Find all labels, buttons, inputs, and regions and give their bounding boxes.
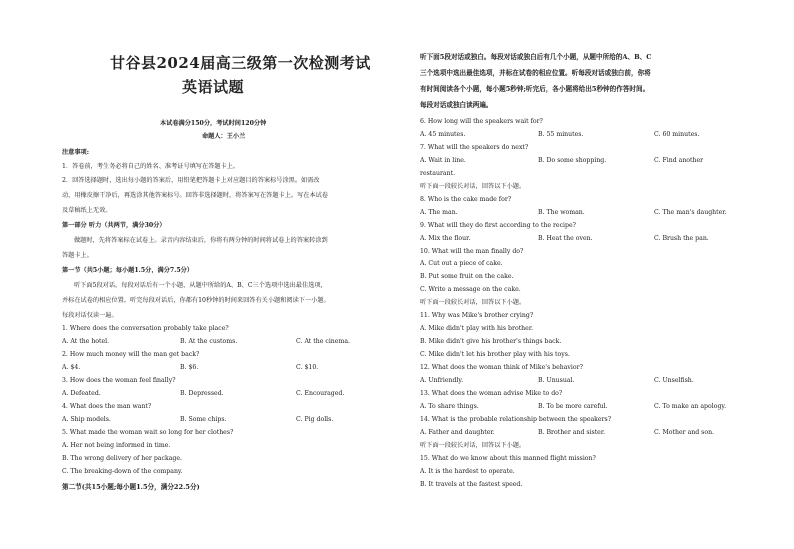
- option-c[interactable]: C. Mother and son.: [654, 428, 715, 436]
- note-line: 及草稿纸上无效。: [62, 207, 112, 214]
- section2-intro-line: 有时间阅读各个小题，每小题5秒钟;听完后，各小题将给出5秒钟的作答时间。: [420, 85, 650, 93]
- option-c[interactable]: C. Write a message on the cake.: [420, 286, 521, 294]
- option-a[interactable]: A. It is the hardest to operate.: [420, 467, 515, 475]
- option-b[interactable]: B. Unusual.: [538, 377, 575, 384]
- question-text: 13. What does the woman advise Mike to do?: [420, 389, 563, 397]
- option-a[interactable]: A. At the hotel.: [62, 338, 110, 345]
- option-c[interactable]: C. Find another: [654, 156, 704, 164]
- option-b[interactable]: B. The wrong delivery of her package.: [62, 455, 182, 462]
- section1-intro-line: 听下面5段对话。每段对话后有一个小题，从题中所给的A、B、C三个选项中选出最佳选项，: [74, 282, 327, 289]
- option-b[interactable]: B. Put some fruit on the cake.: [420, 273, 514, 281]
- question-text: 4. What does the man want?: [62, 403, 152, 410]
- question-text: 6. How long will the speakers wait for?: [420, 118, 543, 125]
- section2-intro-line: 三个选项中选出最佳选项，并标在试卷的相应位置。听每段对话或独白前，你将: [420, 69, 651, 77]
- instruction-line: 听下面一段较长对话，回答以下小题。: [420, 182, 526, 190]
- option-c[interactable]: C. $10.: [296, 364, 319, 371]
- option-b[interactable]: B. Heat the oven.: [538, 234, 593, 242]
- option-a[interactable]: A. Cut out a piece of cake.: [420, 260, 503, 268]
- option-a[interactable]: A. Mike didn't play with his brother.: [420, 325, 534, 333]
- option-a[interactable]: A. Unfriendly.: [420, 377, 464, 384]
- question-text: 1. Where does the conversation probably take place?: [62, 325, 229, 332]
- note-line: 1．答卷前，考生务必将自己的姓名、准考证号填写在答题卡上。: [62, 163, 240, 170]
- section2-heading: 第二节(共15小题;每小题1.5分，满分22.5分): [62, 483, 200, 491]
- question-text: 5. What made the woman wait so long for her clothes?: [62, 429, 234, 436]
- option-b[interactable]: B. Brother and sister.: [538, 428, 606, 436]
- option-c[interactable]: C. Encouraged.: [296, 390, 345, 397]
- option-c[interactable]: C. The breaking-down of the company.: [62, 468, 183, 475]
- section1-intro-line: 并标在试卷的相应位置。听完每段对话后，你都有10秒钟的时间来回答有关小题和阅读下一小题。: [62, 297, 330, 304]
- option-a[interactable]: A. Wait in line.: [420, 156, 466, 164]
- question-text: 8. Who is the cake made for?: [420, 195, 512, 203]
- option-c-wrap: restaurant.: [420, 169, 456, 177]
- option-a[interactable]: A. Father and daughter.: [420, 428, 495, 436]
- option-c[interactable]: C. At the cinema.: [296, 338, 350, 345]
- part1-intro-line: 答题卡上。: [62, 252, 93, 259]
- note-line: 2．回答选择题时，选出每小题的答案后，用铅笔把答题卡上对应题目的答案标号涂黑。如需改: [62, 177, 320, 184]
- instruction-line: 听下面一段较长对话，回答以下小题。: [420, 299, 526, 307]
- part1-intro-line: 做题时，先将答案标在试卷上。录音内容结束后，你将有两分钟的时间将试卷上的答案转涂到: [74, 237, 328, 244]
- question-text: 12. What does the woman think of Mike's behavior?: [420, 364, 583, 371]
- part1-heading: 第一部分 听力（共两节，满分30分）: [62, 222, 166, 229]
- option-a[interactable]: A. Ship models.: [62, 416, 111, 423]
- option-a[interactable]: A. To share things.: [420, 402, 479, 410]
- option-c[interactable]: C. Mike didn't let his brother play with his toys.: [420, 351, 570, 359]
- option-c[interactable]: C. 60 minutes.: [654, 130, 700, 138]
- option-a[interactable]: A. Mix the flour.: [420, 234, 471, 242]
- option-c[interactable]: C. The man's daughter.: [654, 208, 727, 216]
- question-text: 3. How does the woman feel finally?: [62, 377, 176, 384]
- option-b[interactable]: B. Mike didn't give his brother's things back.: [420, 338, 562, 346]
- question-text: 10. What will the man finally do?: [420, 247, 524, 255]
- section1-intro-line: 每段对话仅读一遍。: [62, 312, 118, 319]
- option-c[interactable]: C. To make an apology.: [654, 402, 727, 410]
- question-text: 2. How much money will the man get back?: [62, 351, 200, 358]
- question-text: 11. Why was Mike's brother crying?: [420, 312, 534, 320]
- section2-intro-line: 每段对话或独白读两遍。: [420, 101, 493, 109]
- instruction-line: 听下面一段较长对话，回答以下小题。: [420, 441, 526, 449]
- option-c[interactable]: C. Brush the pan.: [654, 234, 709, 242]
- option-a[interactable]: A. $4.: [62, 364, 81, 371]
- option-b[interactable]: B. It travels at the fastest speed.: [420, 480, 523, 488]
- option-b[interactable]: B. $6.: [180, 364, 199, 371]
- option-b[interactable]: B. Some chips.: [180, 416, 227, 423]
- option-c[interactable]: C. Pig dolls.: [296, 416, 334, 423]
- question-text: 15. What do we know about this manned flight mission?: [420, 454, 596, 462]
- exam-subtitle: 英语试题: [182, 78, 245, 96]
- exam-meta: 本试卷满分150分，考试时间120分钟: [160, 120, 267, 127]
- exam-title: 甘谷县2024届高三级第一次检测考试: [110, 54, 371, 72]
- question-text: 9. What will they do first according to the recipe?: [420, 221, 576, 229]
- note-line: 动，用橡皮擦干净后，再选涂其他答案标号。回答非选择题时，将答案写在答题卡上。写在本试卷: [62, 192, 329, 199]
- option-b[interactable]: B. The woman.: [538, 208, 585, 216]
- option-a[interactable]: A. Defeated.: [62, 390, 101, 397]
- question-text: 7. What will the speakers do next?: [420, 143, 529, 151]
- question-text: 14. What is the probable relationship between the speakers?: [420, 415, 612, 423]
- option-b[interactable]: B. Depressed.: [180, 390, 224, 397]
- notes-heading: 注意事项:: [62, 149, 90, 156]
- section2-intro-line: 听下面5段对话或独白。每段对话或独白后有几个小题，从题中所给的A、B、C: [420, 53, 652, 61]
- option-a[interactable]: A. Her not being informed in time.: [62, 442, 171, 449]
- section1-heading: 第一节（共5小题；每小题1.5分，满分7.5分）: [62, 267, 194, 274]
- option-b[interactable]: B. At the customs.: [180, 338, 238, 345]
- option-b[interactable]: B. Do some shopping.: [538, 156, 607, 164]
- option-b[interactable]: B. To be more careful.: [538, 402, 608, 410]
- option-b[interactable]: B. 55 minutes.: [538, 130, 584, 138]
- option-c[interactable]: C. Unselfish.: [654, 377, 694, 384]
- exam-author: 命题人：王小兰: [202, 133, 246, 140]
- option-a[interactable]: A. The man.: [420, 208, 458, 216]
- option-a[interactable]: A. 45 minutes.: [420, 130, 466, 138]
